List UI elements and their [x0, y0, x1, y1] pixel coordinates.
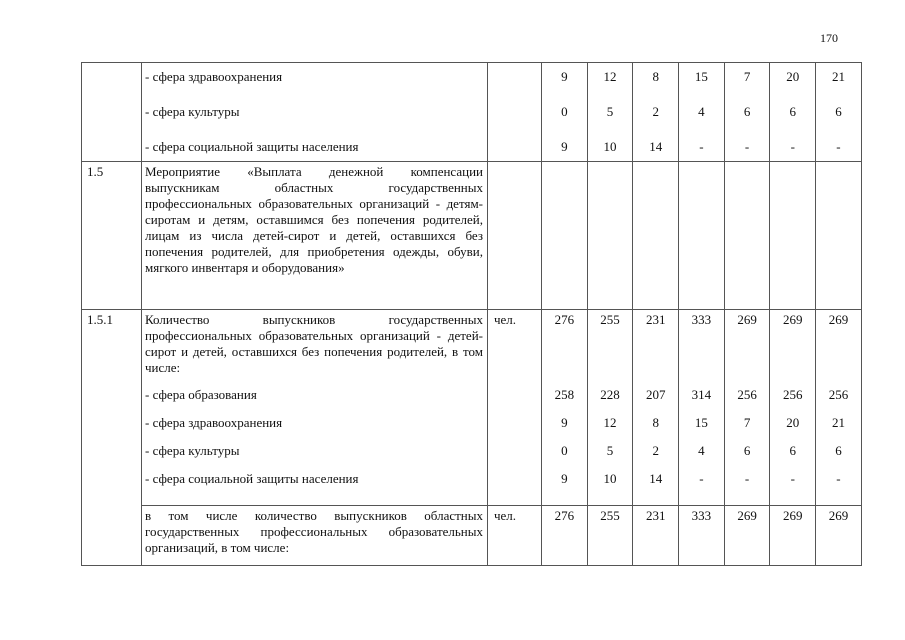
sub-item-label: - сфера здравоохранения	[145, 69, 283, 84]
cell-value	[816, 506, 862, 566]
cell-value	[816, 310, 862, 506]
value: 0	[561, 104, 568, 119]
value: 276	[554, 508, 575, 523]
value: 0	[561, 443, 568, 458]
value: 6	[789, 443, 797, 458]
value: 333	[691, 312, 712, 327]
value: 255	[600, 312, 620, 327]
value: 269	[783, 508, 803, 523]
value: 4	[698, 104, 705, 119]
cell-value	[542, 63, 588, 162]
value: -	[744, 139, 750, 154]
cell-number	[82, 63, 142, 162]
unit-label: чел.	[494, 508, 517, 523]
sub-item-label: - сфера культуры	[145, 104, 240, 119]
cell-value	[724, 162, 770, 310]
value: -	[836, 139, 841, 154]
cell-value	[587, 162, 633, 310]
indicator-description: Количество выпускников государственных профессиональных образовательных организаций - детей-сирот и детей, оставшихся без попечения родителей, в том числе:	[145, 312, 483, 375]
value: -	[790, 471, 795, 486]
cell-value	[816, 63, 862, 162]
value: -	[699, 139, 704, 154]
table-row-regional	[82, 506, 862, 566]
row-number: 1.5	[87, 164, 104, 179]
cell-number	[82, 162, 142, 310]
cell-value	[587, 506, 633, 566]
cell-unit	[488, 506, 542, 566]
value: 333	[691, 508, 712, 523]
cell-value	[587, 63, 633, 162]
value: 231	[645, 508, 666, 523]
value: 7	[743, 69, 751, 84]
value: 269	[828, 312, 849, 327]
cell-value	[633, 63, 679, 162]
value: 228	[600, 387, 620, 402]
value: 7	[743, 415, 751, 430]
value: 12	[603, 415, 617, 430]
value: 20	[786, 69, 800, 84]
sub-item-label: - сфера образования	[145, 387, 257, 402]
measure-description: Мероприятие «Выплата денежной компенсации выпускникам областных государственных профессиональных образовательных организаций - детям-сиротам и детям, оставшимся без попечения родителей, лицам из числа детей-сирот и детей, оставшихся без попечения родителей, для приобретения одежды, обуви, мягкого инвентаря и оборудования»	[145, 164, 483, 275]
cell-value	[679, 506, 725, 566]
cell-value	[542, 162, 588, 310]
value: 20	[786, 415, 800, 430]
value: 9	[561, 415, 568, 430]
table-row-continuation	[82, 63, 862, 162]
cell-unit	[488, 162, 542, 310]
cell-value	[770, 506, 816, 566]
value: 269	[737, 312, 757, 327]
cell-value	[724, 310, 770, 506]
row-number: 1.5.1	[87, 312, 113, 327]
cell-value	[724, 63, 770, 162]
indicators-table	[81, 62, 862, 566]
value: 9	[561, 69, 568, 84]
cell-value	[770, 310, 816, 506]
value: 269	[783, 312, 803, 327]
cell-value	[633, 506, 679, 566]
value: 8	[652, 69, 659, 84]
value: -	[790, 139, 795, 154]
value: 256	[783, 387, 803, 402]
cell-value	[816, 162, 862, 310]
cell-value	[679, 63, 725, 162]
cell-unit	[488, 310, 542, 506]
value: 5	[606, 104, 614, 119]
value: 6	[835, 104, 842, 119]
value: 14	[649, 471, 663, 486]
value: -	[744, 471, 750, 486]
sub-item-label: - сфера культуры	[145, 443, 240, 458]
page-number: 170	[820, 31, 838, 45]
value: 15	[694, 69, 708, 84]
sub-item-label: - сфера здравоохранения	[145, 415, 283, 430]
value: 2	[652, 443, 659, 458]
value: 6	[743, 443, 751, 458]
value: 21	[831, 69, 845, 84]
unit-label: чел.	[494, 312, 517, 327]
value: -	[699, 471, 704, 486]
sub-item-label: - сфера социальной защиты населения	[145, 139, 359, 154]
value: 276	[554, 312, 575, 327]
value: 21	[831, 415, 845, 430]
cell-value	[633, 162, 679, 310]
value: 207	[645, 387, 666, 402]
value: 6	[789, 104, 797, 119]
cell-value	[542, 506, 588, 566]
value: -	[836, 471, 841, 486]
cell-value	[770, 162, 816, 310]
value: 12	[603, 69, 617, 84]
cell-name	[142, 63, 488, 162]
value: 9	[561, 139, 568, 154]
cell-value	[633, 310, 679, 506]
value: 4	[698, 443, 705, 458]
table-row-1-5	[82, 162, 862, 310]
value: 14	[649, 139, 663, 154]
cell-value	[587, 310, 633, 506]
cell-name	[142, 310, 488, 506]
value: 256	[737, 387, 757, 402]
table-row-1-5-1	[82, 310, 862, 506]
value: 10	[603, 471, 617, 486]
cell-value	[679, 162, 725, 310]
value: 10	[603, 139, 617, 154]
value: 2	[652, 104, 659, 119]
value: 255	[600, 508, 620, 523]
value: 15	[694, 415, 708, 430]
cell-number	[82, 310, 142, 566]
value: 231	[645, 312, 666, 327]
cell-value	[770, 63, 816, 162]
value: 258	[554, 387, 575, 402]
value: 6	[743, 104, 751, 119]
cell-name	[142, 506, 488, 566]
sub-item-label: - сфера социальной защиты населения	[145, 471, 359, 486]
cell-value	[542, 310, 588, 506]
cell-value	[724, 506, 770, 566]
value: 269	[737, 508, 757, 523]
cell-value	[679, 310, 725, 506]
value: 256	[828, 387, 849, 402]
value: 314	[691, 387, 712, 402]
value: 6	[835, 443, 842, 458]
indicator-description: в том числе количество выпускников областных государственных профессиональных образовательных организаций, в том числе:	[145, 508, 483, 555]
cell-unit	[488, 63, 542, 162]
value: 8	[652, 415, 659, 430]
value: 269	[828, 508, 849, 523]
value: 9	[561, 471, 568, 486]
value: 5	[606, 443, 614, 458]
cell-name	[142, 162, 488, 310]
